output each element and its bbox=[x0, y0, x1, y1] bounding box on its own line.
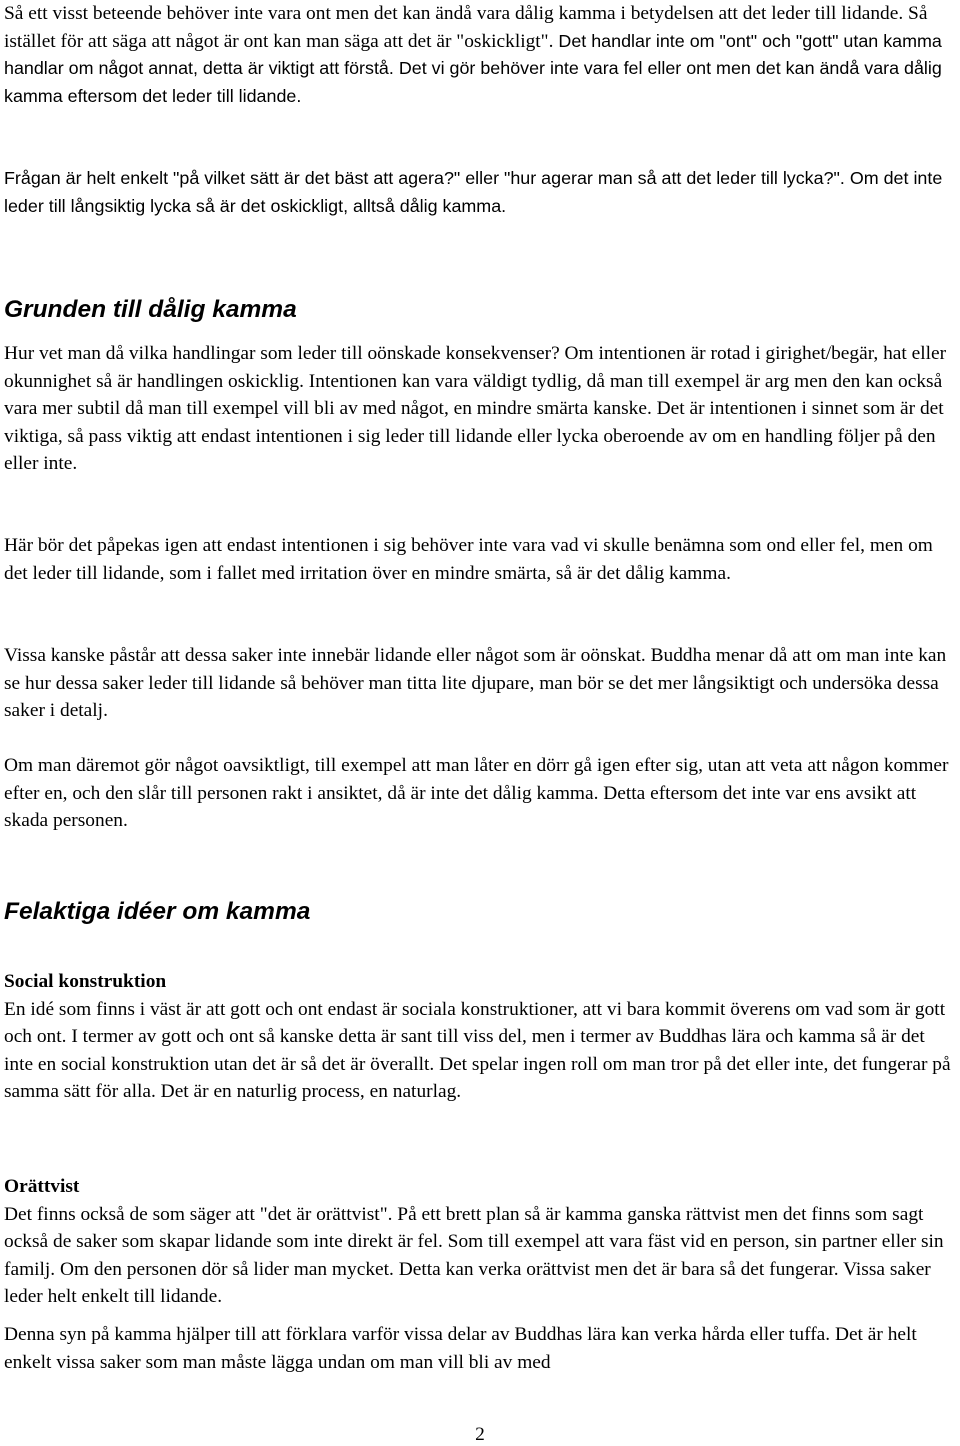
intro-text-serif: Så ett visst beteende behöver inte vara ont men det kan ändå vara dålig kamma i betydelsen att det leder till lidande. Så istället för att säga att något är ont kan man säga att det är "oskickligt". bbox=[4, 3, 928, 52]
grunden-text-4: Om man däremot gör något oavsiktligt, till exempel att man låter en dörr gå igen efter sig, utan att veta att någon kommer efter en, och den slår till personen rakt i ansiktet, då är inte det dålig kamma. Detta eftersom det inte var ens avsikt att skada personen. bbox=[4, 755, 949, 831]
subsection-social-konstruktion bbox=[4, 968, 956, 1106]
section-grunden bbox=[4, 295, 956, 325]
grunden-text-1: Hur vet man då vilka handlingar som leder till oönskade konsekvenser? Om intentionen är rotad i girighet/begär, hat eller okunnighet så är handlingen oskicklig. Intentionen kan vara väldigt tydlig, då man till exempel är arg men den kan också vara mer subtil då man till exempel vill bli av med något, en mindre smärta kanske. Det är intentionen i sinnet som är det viktiga, så pass viktig att endast intentionen i sig leder till lidande eller lycka oberoende av om en handling följer på den eller inte. bbox=[4, 343, 947, 474]
grunden-text-2: Här bör det påpekas igen att endast intentionen i sig behöver inte vara vad vi skulle benämna som ond eller fel, men om det leder till lidande, som i fallet med irritation över en mindre smärta, så är det dålig kamma. bbox=[4, 535, 933, 584]
orattvist-text: Det finns också de som säger att "det är orättvist". På ett brett plan så är kamma ganska rättvist men det finns som sagt också de saker som skapar lidande som inte direkt är fel. Som till exempel att vara fäst vid en person, sin partner eller sin familj. Om den personen dör så lider man mycket. Detta kan verka orättvist men det är bara så det fungerar. Vissa saker leder helt enkelt till lidande. bbox=[4, 1203, 944, 1307]
subheading-orattvist: Orättvist bbox=[4, 1176, 80, 1197]
subsection-orattvist bbox=[4, 1173, 956, 1311]
grunden-text-3: Vissa kanske påstår att dessa saker inte innebär lidande eller något som är oönskat. Buddha menar då att om man inte kan se hur dessa saker leder till lidande så behöver man titta lite djupare, man bör se det mer långsiktigt och undersöka dessa saker i detalj. bbox=[4, 645, 947, 721]
section-felaktiga bbox=[4, 897, 956, 927]
grunden-paragraph-3 bbox=[4, 642, 956, 725]
subheading-social-konstruktion: Social konstruktion bbox=[4, 971, 167, 992]
closing-paragraph bbox=[4, 1321, 956, 1376]
closing-text: Denna syn på kamma hjälper till att förklara varför vissa delar av Buddhas lära kan verka hårda eller tuffa. Det är helt enkelt vissa saker som man måste lägga undan om man vill bli av med bbox=[4, 1324, 917, 1373]
intro-question-text: Frågan är helt enkelt "på vilket sätt är det bäst att agera?" eller "hur agerar man så att det leder till lycka?". Om det inte leder till långsiktig lycka så är det oskickligt, alltså dålig kamma. bbox=[4, 168, 943, 216]
intro-paragraph-1 bbox=[4, 0, 956, 110]
intro-paragraph-2 bbox=[4, 165, 956, 220]
section-heading-grunden: Grunden till dålig kamma bbox=[4, 296, 297, 323]
intro-text-sans-a: Det handlar inte om "ont" och "gott" utan kamma handlar om något annat, detta är viktigt att förstå. bbox=[4, 30, 942, 78]
grunden-paragraph-1 bbox=[4, 340, 956, 478]
grunden-paragraph-4 bbox=[4, 752, 956, 835]
intro-text-sans-b: Det vi gör behöver inte vara fel eller ont men det kan ändå vara dålig kamma eftersom det leder till lidande. bbox=[4, 58, 942, 106]
page-number: 2 bbox=[475, 1424, 485, 1445]
grunden-paragraph-2 bbox=[4, 532, 956, 587]
social-konstruktion-text: En idé som finns i väst är att gott och ont endast är sociala konstruktioner, att vi bara kommit överens om vad som är gott och ont. I termer av gott och ont så kanske detta är sant till viss del, men i termer av Buddhas lära och kamma så är det inte en social konstruktion utan det är så det är överallt. Det spelar ingen roll om man tror på det eller inte, det fungerar på samma sätt för alla. Det är en naturlig process, en naturlag. bbox=[4, 998, 951, 1102]
section-heading-felaktiga: Felaktiga idéer om kamma bbox=[4, 898, 311, 925]
